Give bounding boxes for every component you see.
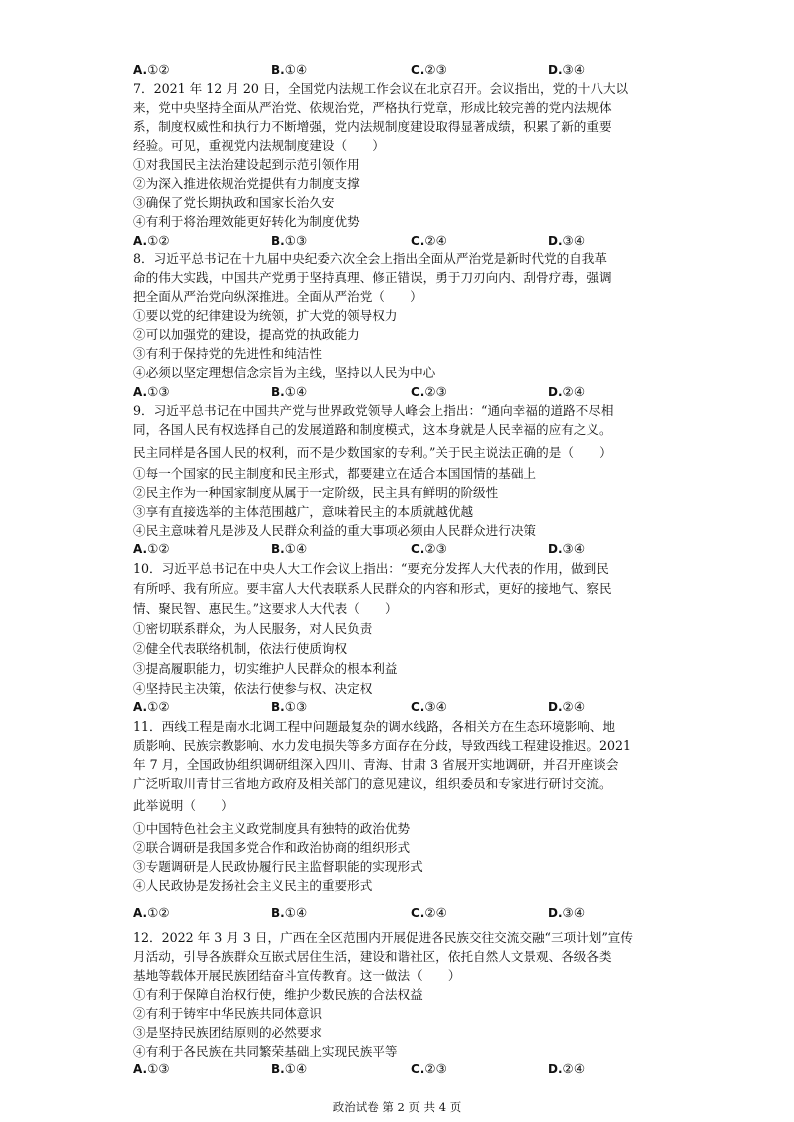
statement-2: ②为深入推进依规治党提供有力制度支撑 (133, 176, 360, 191)
question-text-line: 基地等载体开展民族团结奋斗宣传教育。这一做法（ ） (133, 968, 461, 983)
statement-4: ④坚持民主决策，依法行使参与权、决定权 (133, 681, 373, 696)
question-text-line: 7．2021 年 12 月 20 日，全国党内法规工作会议在北京召开。会议指出，党的十八大以 (133, 81, 629, 96)
options-row (133, 61, 663, 79)
option-a: A.①② (133, 233, 170, 248)
question-text-line: 月活动，引导各族群众互嵌式居住生活，建设和谐社区，依托自然人文景观、各级各类 (133, 949, 612, 964)
question-text-line: 把全面从严治党向纵深推进。全面从严治党（ ） (133, 289, 423, 304)
option-a: A.①② (133, 905, 170, 920)
option-a: A.①③ (133, 1061, 170, 1076)
option-b: B.①④ (271, 1061, 308, 1076)
statement-4: ④必须以坚定理想信念宗旨为主线，坚持以人民为中心 (133, 365, 436, 380)
options-row (133, 1060, 663, 1078)
option-c: C.②③ (411, 1061, 447, 1076)
option-a: A.①② (133, 62, 170, 77)
statement-4: ④有利于各民族在共同繁荣基础上实现民族平等 (133, 1044, 398, 1059)
question-text-line: 命的伟大实践，中国共产党勇于坚持真理、修正错误，勇于刀刃向内、刮骨疗毒，强调 (133, 270, 612, 285)
statement-3: ③专题调研是人民政协履行民主监督职能的实现形式 (133, 859, 423, 874)
option-a: A.①③ (133, 384, 170, 399)
option-b: B.①③ (271, 233, 308, 248)
question-text-line: 来，党中央坚持全面从严治党、依规治党，严格执行党章，形成比较完善的党内法规体 (133, 100, 612, 115)
question-text-line: 年 7 月，全国政协组织调研组深入四川、青海、甘肃 3 省展开实地调研，并召开座谈会 (133, 757, 619, 772)
statement-3: ③享有直接选举的主体范围越广，意味着民主的本质就越优越 (133, 504, 474, 519)
option-c: C.②③ (411, 541, 447, 556)
question-text-line: 12．2022 年 3 月 3 日，广西在全区范围内开展促进各民族交往交流交融“三项计划”宣传 (133, 930, 633, 945)
option-c: C.②③ (411, 384, 447, 399)
question-text-line: 11．西线工程是南水北调工程中问题最复杂的调水线路，各相关方在生态环境影响、地 (133, 719, 615, 734)
question-text-line: 10．习近平总书记在中央人大工作会议上指出：“要充分发挥人大代表的作用，做到民 (133, 561, 609, 576)
statement-1: ①要以党的纪律建设为统领，扩大党的领导权力 (133, 308, 398, 323)
question-text-line: 有所呼、我有所应。要丰富人大代表联系人民群众的内容和形式，更好的接地气、察民 (133, 581, 612, 596)
option-d: D.②④ (548, 699, 586, 714)
page-footer: 政治试卷 第 2 页 共 4 页 (332, 1100, 462, 1114)
statement-1: ①每一个国家的民主制度和民主形式，都要建立在适合本国国情的基础上 (133, 466, 536, 481)
statement-2: ②健全代表联络机制，依法行使质询权 (133, 641, 348, 656)
statement-4: ④有利于将治理效能更好转化为制度优势 (133, 214, 360, 229)
option-b: B.①④ (271, 541, 308, 556)
statement-2: ②民主作为一种国家制度从属于一定阶级，民主具有鲜明的阶级性 (133, 485, 499, 500)
statement-2: ②联合调研是我国多党合作和政治协商的组织形式 (133, 840, 411, 855)
statement-4: ④人民政协是发扬社会主义民主的重要形式 (133, 878, 373, 893)
statement-2: ②可以加强党的建设，提高党的执政能力 (133, 327, 360, 342)
option-a: A.①② (133, 699, 170, 714)
options-row (133, 540, 663, 558)
option-c: C.③④ (411, 699, 447, 714)
option-b: B.①④ (271, 905, 308, 920)
statement-1: ①密切联系群众，为人民服务，对人民负责 (133, 621, 373, 636)
question-text-line: 情、聚民智、惠民生。”这要求人大代表（ ） (133, 601, 398, 616)
statement-1: ①对我国民主法治建设起到示范引领作用 (133, 157, 360, 172)
options-row (133, 904, 663, 922)
option-a: A.①② (133, 541, 170, 556)
option-c: C.②④ (411, 233, 447, 248)
options-row (133, 232, 663, 250)
statement-3: ③确保了党长期执政和国家长治久安 (133, 195, 335, 210)
option-b: B.①④ (271, 384, 308, 399)
question-text-line: 9．习近平总书记在中国共产党与世界政党领导人峰会上指出：“通向幸福的道路不尽相 (133, 403, 614, 418)
question-text-line: 经验。可见，重视党内法规制度建设（ ） (133, 138, 385, 153)
option-d: D.③④ (548, 905, 586, 920)
question-text-line: 民主同样是各国人民的权利，而不是少数国家的专利。”关于民主说法正确的是（ ） (133, 445, 612, 460)
statement-3: ③是坚持民族团结原则的必然要求 (133, 1025, 322, 1040)
option-d: D.③④ (548, 541, 586, 556)
statement-1: ①有利于保障自治权行使，维护少数民族的合法权益 (133, 987, 423, 1002)
statement-2: ②有利于铸牢中华民族共同体意识 (133, 1006, 322, 1021)
question-text-line: 同，各国人民有权选择自己的发展道路和制度模式，这本身就是人民幸福的应有之义。 (133, 422, 612, 437)
option-d: D.②④ (548, 384, 586, 399)
option-c: C.②④ (411, 905, 447, 920)
options-row (133, 383, 663, 401)
option-b: B.①③ (271, 699, 308, 714)
option-d: D.③④ (548, 62, 586, 77)
question-text-line: 此举说明（ ） (133, 798, 234, 813)
option-b: B.①④ (271, 62, 308, 77)
option-d: D.②④ (548, 1061, 586, 1076)
statement-1: ①中国特色社会主义政党制度具有独特的政治优势 (133, 821, 411, 836)
option-c: C.②③ (411, 62, 447, 77)
question-text-line: 广泛听取川青甘三省地方政府及相关部门的意见建议，组织委员和专家进行研讨交流。 (133, 776, 612, 791)
question-text-line: 系，制度权威性和执行力不断增强，党内法规制度建设取得显著成绩，积累了新的重要 (133, 119, 612, 134)
statement-4: ④民主意味着凡是涉及人民群众利益的重大事项必须由人民群众进行决策 (133, 523, 536, 538)
question-text-line: 质影响、民族宗教影响、水力发电损失等多方面存在分歧，导致西线工程建设推迟。2021 (133, 738, 632, 753)
statement-3: ③有利于保持党的先进性和纯洁性 (133, 346, 322, 361)
option-d: D.③④ (548, 233, 586, 248)
question-text-line: 8．习近平总书记在十九届中央纪委六次全会上指出全面从严治党是新时代党的自我革 (133, 251, 607, 266)
statement-3: ③提高履职能力，切实维护人民群众的根本利益 (133, 661, 398, 676)
options-row (133, 698, 663, 716)
